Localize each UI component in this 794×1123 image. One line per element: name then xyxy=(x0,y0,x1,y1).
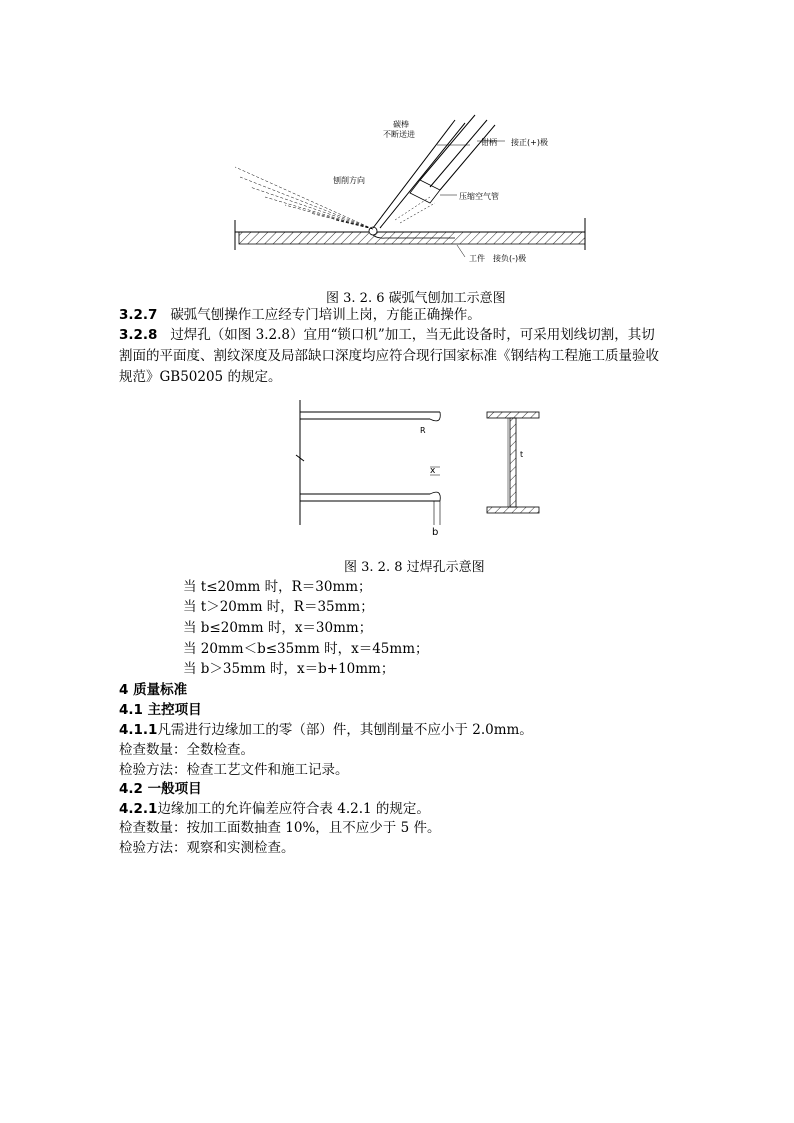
para-text: 过焊孔（如图 3.2.8）宜用“锁口机”加工，当无此设备时，可采用划线切割，其切 xyxy=(170,327,655,343)
item-number: 4.1.1 xyxy=(119,722,158,738)
item-text: 边缘加工的允许偏差应符合表 4.2.1 的规定。 xyxy=(157,801,430,817)
check-method-1: 检验方法：检查工艺文件和施工记录。 xyxy=(119,762,349,778)
check-quantity-2: 检查数量：按加工面数抽查 10%，且不应少于 5 件。 xyxy=(119,820,441,836)
figure1-caption: 图 3. 2. 6 碳弧气刨加工示意图 xyxy=(326,291,506,306)
section-4-2-heading: 4.2 一般项目 xyxy=(119,781,202,797)
para-number: 3.2.8 xyxy=(119,327,158,343)
condition-line: 当 t≤20mm 时，R＝30mm； xyxy=(183,579,372,595)
condition-line: 当 b≤20mm 时，x＝30mm； xyxy=(183,620,373,636)
radius-label: R xyxy=(420,426,426,435)
condition-line: 当 t＞20mm 时，R＝35mm； xyxy=(183,599,374,615)
para-3-2-8-line1 xyxy=(119,325,655,345)
workpiece-label: 工件 xyxy=(469,254,485,263)
positive-pole-label: 接正(+)极 xyxy=(511,138,548,147)
para-number: 3.2.7 xyxy=(119,307,158,323)
section-4-heading: 4 质量标准 xyxy=(119,682,188,698)
condition-line: 当 20mm＜b≤35mm 时，x＝45mm； xyxy=(183,641,429,657)
para-3-2-7 xyxy=(119,305,481,325)
torch-label: 钳柄 xyxy=(481,138,497,147)
check-method-2: 检验方法：观察和实测检查。 xyxy=(119,840,295,856)
carbon-rod-label: 碳棒 xyxy=(393,120,409,129)
item-text: 凡需进行边缘加工的零（部）件，其刨削量不应小于 2.0mm。 xyxy=(157,722,533,738)
para-3-2-8-line3: 规范》GB50205 的规定。 xyxy=(119,369,282,385)
gouging-diagram xyxy=(225,105,605,275)
item-4-2-1 xyxy=(119,799,430,819)
t-label: t xyxy=(520,450,524,459)
weld-hole-diagram xyxy=(290,395,550,545)
item-number: 4.2.1 xyxy=(119,801,158,817)
figure2-caption: 图 3. 2. 8 过焊孔示意图 xyxy=(344,560,485,575)
check-quantity-1: 检查数量：全数检查。 xyxy=(119,742,254,758)
air-pipe-label: 压缩空气管 xyxy=(459,192,499,201)
section-4-1-heading: 4.1 主控项目 xyxy=(119,702,202,718)
para-text: 碳弧气刨操作工应经专门培训上岗，方能正确操作。 xyxy=(170,307,481,323)
direction-label: 刨削方向 xyxy=(333,176,365,185)
para-3-2-8-line2: 割面的平面度、割纹深度及局部缺口深度均应符合现行国家标准《钢结构工程施工质量验收 xyxy=(119,348,659,364)
b-label: b xyxy=(432,527,439,538)
x-label: x xyxy=(430,466,436,476)
negative-pole-label: 接负(-)极 xyxy=(493,254,527,263)
condition-line: 当 b＞35mm 时，x＝b+10mm； xyxy=(183,661,395,677)
constant-speed-label: 不断送进 xyxy=(383,130,415,139)
item-4-1-1 xyxy=(119,720,533,740)
